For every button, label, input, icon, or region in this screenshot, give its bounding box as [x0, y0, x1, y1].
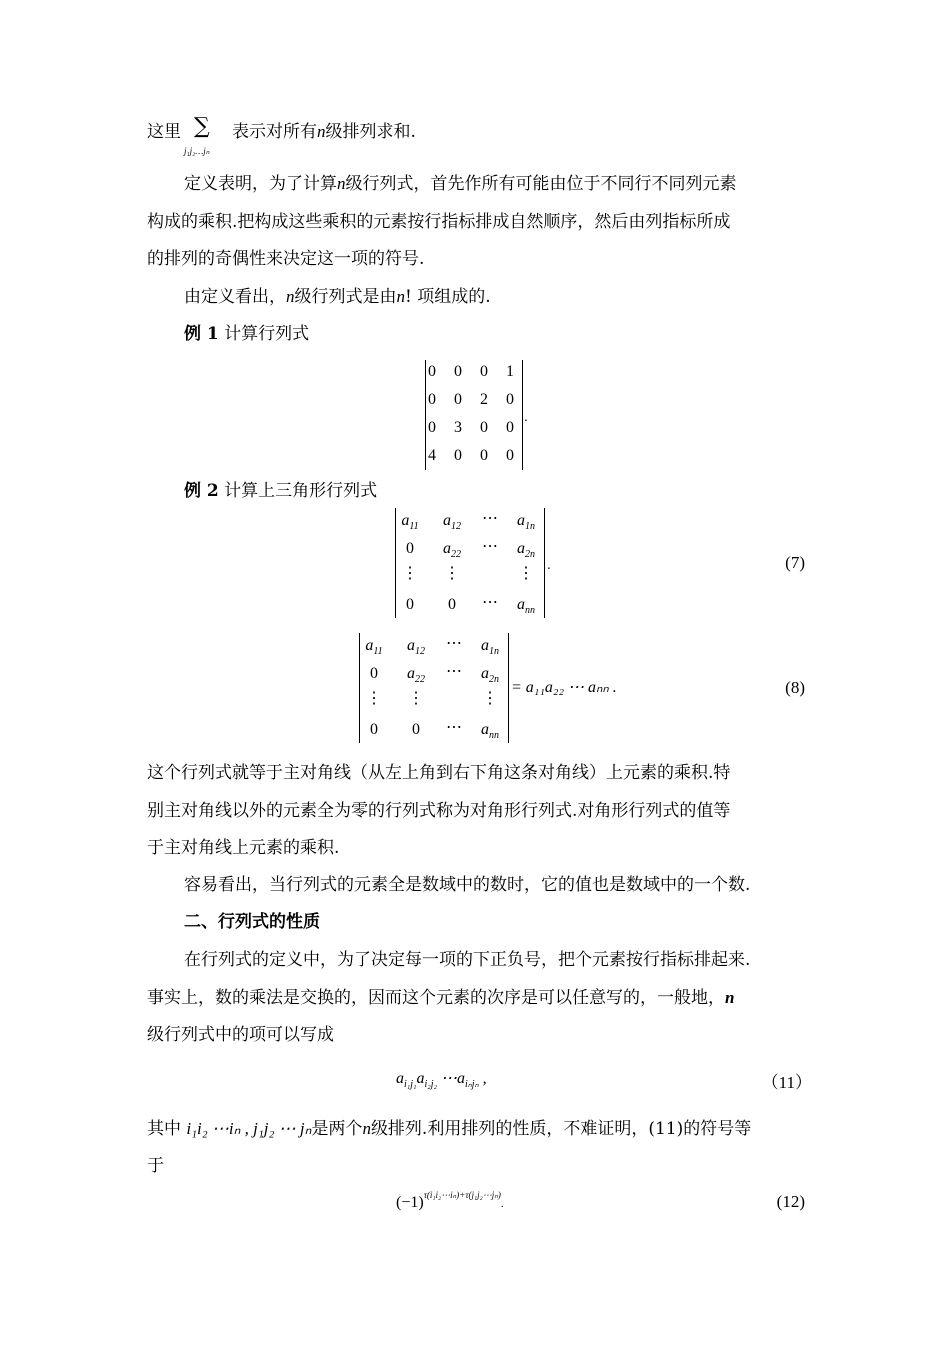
example1-heading — [184, 322, 309, 346]
text: 其中 — [147, 1119, 181, 1139]
text: ! 项组成的. — [405, 287, 491, 307]
example-label: 例 2 — [184, 481, 219, 501]
para3-line3: 于主对角线上元素的乘积. — [147, 838, 340, 858]
matrix-entry: 0 — [480, 447, 488, 464]
var-n: n — [337, 174, 346, 193]
determinant-example1 — [425, 360, 523, 470]
para6-line2: 于 — [147, 1156, 164, 1176]
para5-line3: 级行列式中的项可以写成 — [147, 1025, 334, 1045]
para5-line2 — [147, 986, 734, 1010]
para3-line1: 这个行列式就等于主对角线（从左上角到右下角这条对角线）上元素的乘积.特 — [147, 763, 731, 783]
text: 事实上，数的乘法是交换的，因而这个元素的次序是可以任意写的，一般地， — [147, 988, 725, 1008]
para3-line2: 别主对角线以外的元素全为零的行列式称为对角形行列式.对角形行列式的值等 — [147, 801, 731, 821]
section-heading: 二、行列式的性质 — [184, 912, 320, 932]
summation-symbol: ∑ — [194, 114, 210, 139]
matrix-entry: 0 — [454, 363, 462, 380]
text: 级行列式是由 — [294, 287, 397, 307]
eq8-rhs: = a₁₁a₂₂ ⋯ aₙₙ . — [511, 679, 617, 696]
text: 计算上三角形行列式 — [224, 481, 378, 501]
matrix-entry: 0 — [428, 391, 436, 408]
equation-12: $(-1)^{\tau(i_1i_2\cdots i_n)+\tau(j_1j_2\cdots j_n)}$. — [396, 1190, 504, 1211]
matrix-entry: 0 — [506, 419, 514, 436]
matrix-entry: 0 — [454, 447, 462, 464]
para4: 容易看出，当行列式的元素全是数域中的数时，它的值也是数域中的一个数. — [184, 875, 751, 895]
para1-line3: 的排列的奇偶性来决定这一项的符号. — [147, 249, 425, 269]
example2-heading — [184, 479, 377, 503]
index-sequences: i₁i₂ ⋯iₙ , j₁j₂ ⋯ jₙ — [186, 1119, 312, 1138]
period: . — [524, 410, 528, 424]
text: 这里 — [147, 122, 181, 142]
matrix-entry: 0 — [454, 391, 462, 408]
para1-line1 — [184, 172, 737, 196]
text: 级排列求和. — [325, 122, 416, 142]
text: 由定义看出， — [184, 287, 286, 307]
equation-number-8: (8) — [785, 678, 805, 697]
text: 表示对所有 — [232, 122, 317, 142]
var-n: n — [317, 122, 326, 141]
equation-number-11: （11） — [761, 1073, 812, 1092]
matrix-entry: 3 — [454, 419, 462, 436]
determinant-eq8: $a_{11}$ $a_{12}$ ⋯ $a_{1n}$ 0 $a_{22}$ ⋯ $a_{2n}$ ⋮ ⋮ ⋮ 0 0 ⋯ $a_{nn}$ — [359, 633, 509, 743]
sum-line-rest — [232, 120, 416, 144]
var-n: n — [362, 1119, 371, 1138]
matrix-entry: 4 — [428, 447, 436, 464]
matrix-entry: 0 — [480, 419, 488, 436]
text: 是两个 — [311, 1119, 363, 1139]
para1-line2: 构成的乘积.把构成这些乘积的元素按行指标排成自然顺序，然后由列指标所成 — [147, 212, 731, 232]
equation-11: $a_{i_1j_1}a_{i_2j_2}$ $\cdots a_{i_nj_n}$ , — [396, 1070, 487, 1090]
period: . — [547, 558, 551, 572]
para6-line1 — [147, 1117, 751, 1141]
text: 级行列式，首先作所有可能由位于不同行不同列元素 — [345, 174, 737, 194]
text: 计算行列式 — [224, 324, 310, 344]
matrix-entry: 0 — [480, 363, 488, 380]
determinant-upper-triangular: $a_{11}$ $a_{12}$ ⋯ $a_{1n}$ 0 $a_{22}$ ⋯ $a_{2n}$ ⋮ ⋮ ⋮ 0 0 ⋯ $a_{nn}$ — [395, 508, 545, 618]
example-label: 例 1 — [184, 324, 219, 344]
matrix-entry: 0 — [428, 419, 436, 436]
matrix-entry: 0 — [506, 447, 514, 464]
var-n: n — [286, 287, 295, 306]
para2 — [184, 285, 491, 309]
matrix-entry: 0 — [428, 363, 436, 380]
para5-line1: 在行列式的定义中，为了决定每一项的下正负号，把个元素按行指标排起来. — [184, 950, 751, 970]
text: 定义表明，为了计算 — [184, 174, 337, 194]
var-n: n — [725, 988, 735, 1007]
equation-number-7: (7) — [785, 553, 805, 572]
equation-number-12: (12) — [776, 1192, 805, 1211]
sum-line — [147, 120, 181, 144]
matrix-entry: 1 — [506, 363, 514, 380]
var-n: n — [396, 287, 405, 306]
matrix-entry: 0 — [506, 391, 514, 408]
text: 级排列.利用排列的性质，不难证明，(11)的符号等 — [370, 1119, 752, 1139]
sum-subscript: j₁j₂…jₙ — [184, 146, 210, 156]
matrix-entry: 2 — [480, 391, 488, 408]
